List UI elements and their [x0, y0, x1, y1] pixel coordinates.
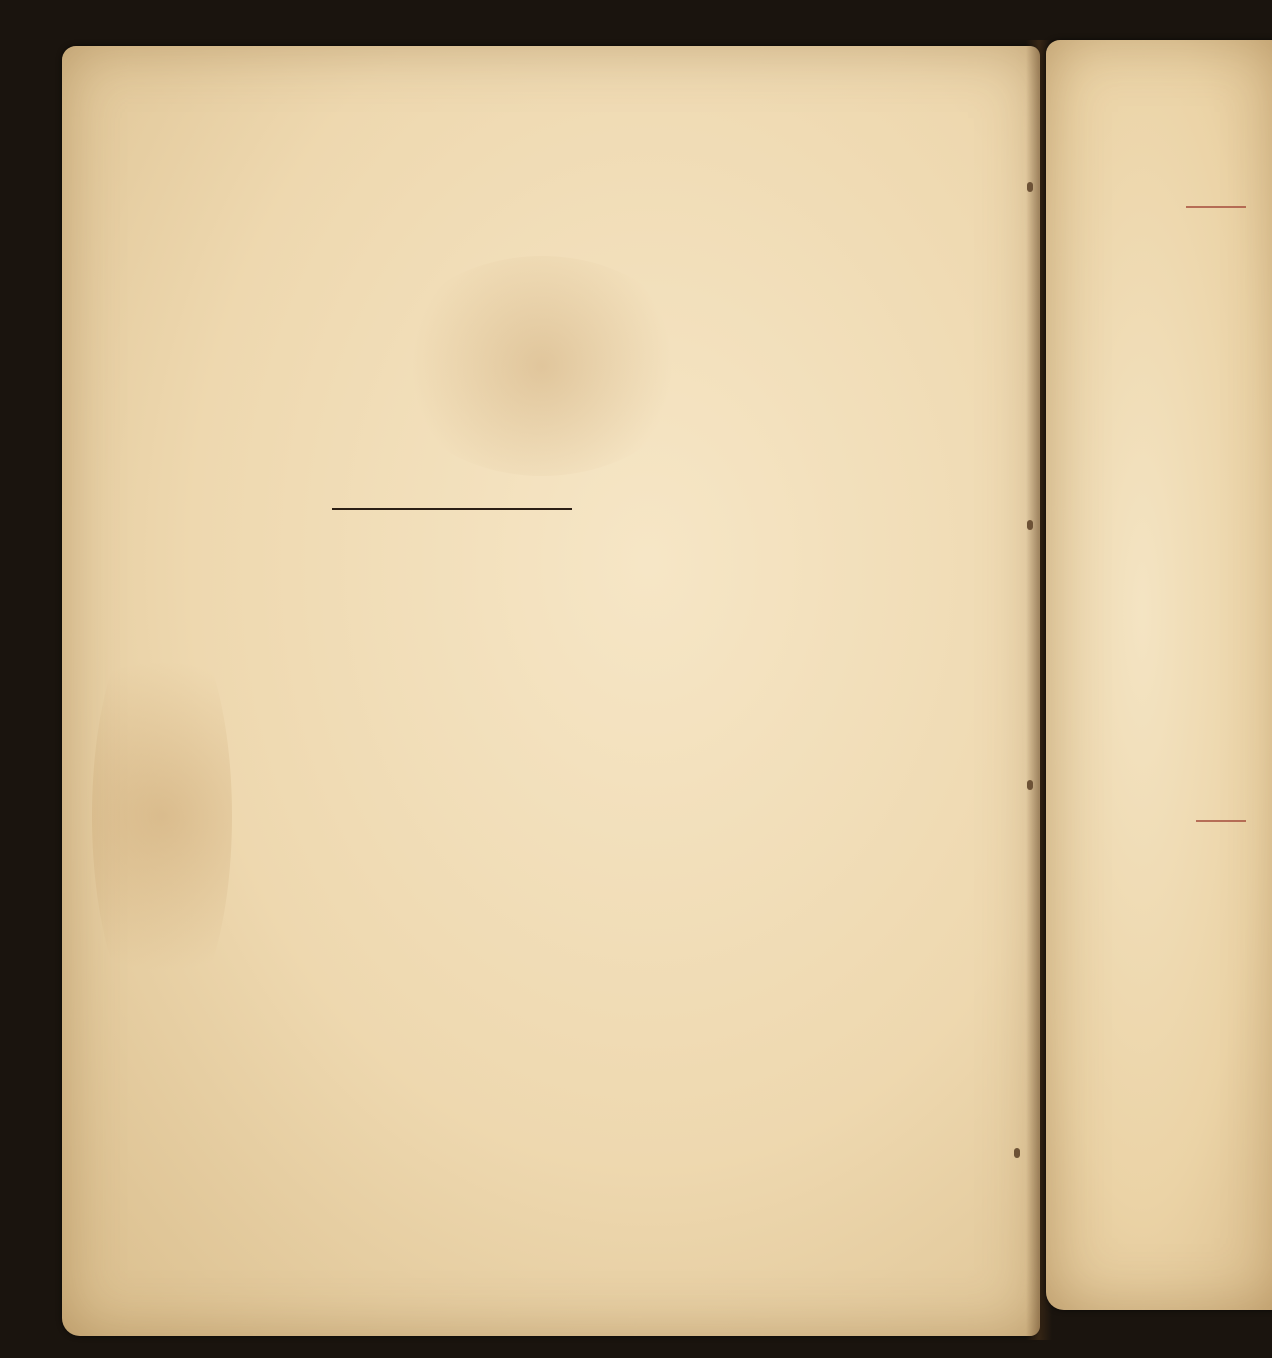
- manuscript-line: [1132, 336, 1272, 413]
- right-page-text: [1132, 182, 1272, 1260]
- binding-stitch: [1027, 520, 1033, 530]
- manuscript-line: [1132, 875, 1272, 952]
- manuscript-line: [180, 812, 920, 889]
- binding-stitch: [1027, 780, 1033, 790]
- manuscript-line: [180, 196, 920, 273]
- right-page: [1046, 40, 1272, 1310]
- manuscript-line: [180, 350, 920, 427]
- manuscript-line: [180, 1043, 920, 1120]
- binding-stitch: [1027, 182, 1033, 192]
- binding-stitch: [1014, 1148, 1020, 1158]
- manuscript-line: [1132, 413, 1272, 490]
- manuscript-line: [180, 581, 920, 658]
- manuscript-line: [1132, 1106, 1272, 1183]
- manuscript-line: [1132, 1183, 1272, 1260]
- manuscript-line: [1132, 798, 1272, 875]
- manuscript-line: [1132, 952, 1272, 1029]
- manuscript-line: [180, 504, 920, 581]
- manuscript-line: [1132, 490, 1272, 567]
- manuscript-line: [180, 735, 920, 812]
- manuscript-line: [180, 1120, 920, 1197]
- manuscript-line: [1132, 567, 1272, 644]
- manuscript-line: [180, 427, 920, 504]
- manuscript-line: [180, 273, 920, 350]
- manuscript-line: [180, 658, 920, 735]
- manuscript-line: [1132, 259, 1272, 336]
- manuscript-line: [1132, 644, 1272, 721]
- manuscript-line: [180, 889, 920, 966]
- left-page-text: [180, 196, 920, 1197]
- manuscript-line: [1132, 721, 1272, 798]
- manuscript-line: [1132, 1029, 1272, 1106]
- left-page: [62, 46, 1040, 1336]
- manuscript-line: [1132, 182, 1272, 259]
- manuscript-line: [180, 966, 920, 1043]
